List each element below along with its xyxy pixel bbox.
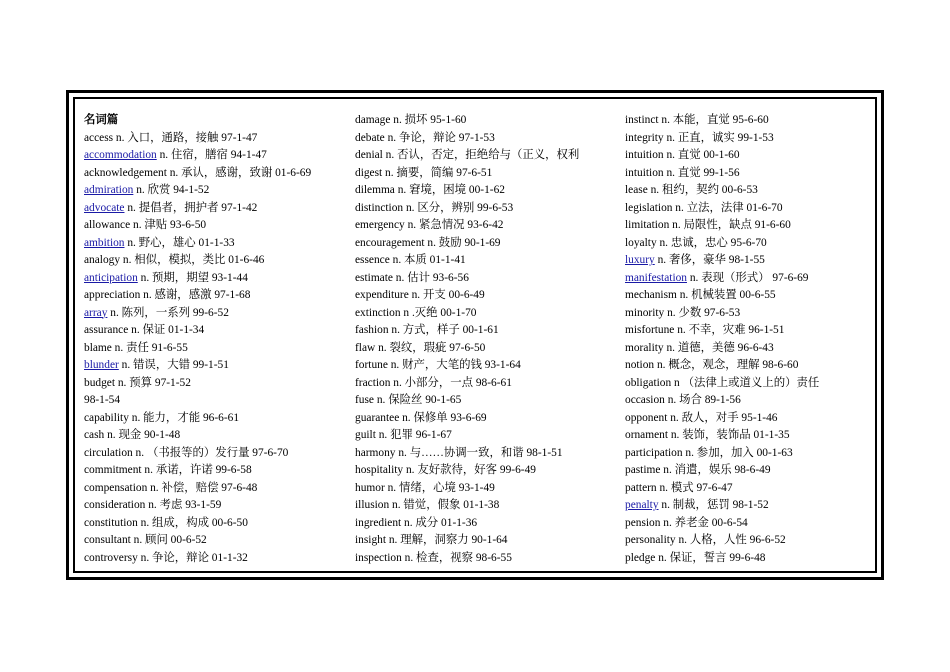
vocab-entry-text: digest n. 摘要，简编 97-6-51 [355, 166, 493, 179]
vocab-entry [355, 305, 617, 323]
vocab-entry [355, 375, 617, 393]
vocab-entry [84, 445, 346, 463]
vocab-entry-text: capability n. 能力，才能 96-6-61 [84, 411, 240, 424]
vocab-entry-text: emergency n. 紧急情况 93-6-42 [355, 219, 504, 231]
vocab-entry-text: allowance n. 津贴 93-6-50 [84, 219, 207, 231]
vocab-entry-text: pledge n. 保证，誓言 99-6-48 [625, 551, 766, 564]
vocab-entry [84, 165, 346, 183]
vocab-entry [625, 322, 887, 340]
vocab-entry [84, 462, 346, 480]
vocab-entry [84, 410, 346, 428]
vocab-entry-text: extinction n .灭绝 00-1-70 [355, 306, 477, 319]
vocab-entry-text: blame n. 责任 91-6-55 [84, 341, 188, 354]
vocab-entry [625, 165, 887, 183]
vocab-word-link[interactable]: array [84, 306, 108, 319]
vocab-entry-text: integrity n. 正直，诚实 99-1-53 [625, 131, 774, 144]
vocab-entry-text: humor n. 情绪，心境 93-1-49 [355, 481, 495, 494]
vocab-entry [355, 217, 617, 235]
vocab-entry-text: estimate n. 估计 93-6-56 [355, 271, 469, 284]
vocab-entry [355, 287, 617, 305]
vocab-entry [84, 340, 346, 358]
vocab-entry [84, 287, 346, 305]
vocab-entry [625, 427, 887, 445]
vocab-entry-text: misfortune n. 不幸，灾难 96-1-51 [625, 324, 785, 336]
vocab-entry-text: n. 欣赏 94-1-52 [133, 184, 210, 196]
vocab-entry [355, 515, 617, 533]
vocab-entry [355, 445, 617, 463]
vocab-entry [84, 515, 346, 533]
vocab-entry-text: dilemma n. 窘境，困境 00-1-62 [355, 184, 505, 196]
section-heading [84, 112, 346, 130]
column-3 [625, 112, 887, 567]
vocab-entry [625, 270, 887, 288]
vocab-entry [625, 217, 887, 235]
vocab-word-link[interactable]: anticipation [84, 271, 138, 284]
vocab-word-link[interactable]: luxury [625, 254, 655, 266]
vocab-entry [625, 375, 887, 393]
vocab-entry-text: insight n. 理解，洞察力 90-1-64 [355, 534, 508, 546]
vocab-entry-text: appreciation n. 感谢，感激 97-1-68 [84, 289, 251, 301]
vocab-entry [84, 200, 346, 218]
vocab-entry [625, 305, 887, 323]
vocab-entry-text: n. 预期，期望 93-1-44 [137, 271, 248, 284]
vocab-entry-text: lease n. 租约，契约 00-6-53 [625, 184, 758, 196]
vocab-entry-text: consultant n. 顾问 00-6-52 [84, 534, 207, 546]
vocab-entry-text: fortune n. 财产，大笔的钱 93-1-64 [355, 359, 521, 371]
vocab-entry [625, 340, 887, 358]
vocab-word-link[interactable]: advocate [84, 201, 125, 214]
vocab-entry [355, 200, 617, 218]
vocab-entry [355, 322, 617, 340]
vocab-entry [625, 357, 887, 375]
vocab-entry-text: harmony n. 与……协调一致，和谐 98-1-51 [355, 446, 563, 459]
vocab-entry [625, 182, 887, 200]
vocab-entry [355, 252, 617, 270]
vocab-entry [625, 252, 887, 270]
vocab-entry [84, 130, 346, 148]
vocab-entry-text: fashion n. 方式，样子 00-1-61 [355, 324, 499, 336]
vocab-entry-text: expenditure n. 开支 00-6-49 [355, 289, 485, 301]
vocab-entry [355, 480, 617, 498]
vocab-entry-text: n. 制裁，惩罚 98-1-52 [658, 499, 769, 511]
vocab-entry [355, 270, 617, 288]
vocab-entry [84, 427, 346, 445]
vocab-word-link[interactable]: admiration [84, 184, 134, 196]
vocab-entry [355, 427, 617, 445]
vocab-entry-text: mechanism n. 机械装置 00-6-55 [625, 289, 776, 301]
vocab-entry-text: n. 陈列，一系列 99-6-52 [107, 306, 229, 319]
vocab-entry [625, 462, 887, 480]
vocab-entry-text: limitation n. 局限性，缺点 91-6-60 [625, 219, 791, 231]
vocab-entry-text: commitment n. 承诺，许诺 99-6-58 [84, 464, 252, 476]
vocab-entry-text: pastime n. 消遣，娱乐 98-6-49 [625, 464, 771, 476]
vocab-entry [355, 112, 617, 130]
vocab-entry [355, 235, 617, 253]
vocab-entry [355, 357, 617, 375]
vocab-entry [84, 532, 346, 550]
vocab-entry [625, 550, 887, 568]
vocab-entry-text: 名词篇 [84, 114, 119, 126]
vocab-entry [625, 200, 887, 218]
vocab-entry [625, 445, 887, 463]
vocab-entry [625, 480, 887, 498]
page-border-inner [73, 97, 877, 573]
vocab-entry-text: n. 表现（形式） 97-6-69 [687, 271, 809, 284]
vocab-entry [625, 392, 887, 410]
vocab-entry-text: minority n. 少数 97-6-53 [625, 306, 741, 319]
vocab-entry [355, 147, 617, 165]
vocab-entry [625, 147, 887, 165]
vocab-entry-text: pattern n. 模式 97-6-47 [625, 481, 733, 494]
vocab-word-link[interactable]: manifestation [625, 271, 687, 284]
vocab-entry-text: n. 错误，大错 99-1-51 [118, 359, 229, 371]
vocab-word-link[interactable]: accommodation [84, 149, 157, 161]
vocab-entry-text: intuition n. 直觉 00-1-60 [625, 149, 740, 161]
vocab-entry-text: distinction n. 区分，辨别 99-6-53 [355, 201, 514, 214]
vocab-entry [84, 270, 346, 288]
vocab-entry-text: denial n. 否认，否定，拒绝给与（正义，权利 [355, 149, 580, 161]
vocab-entry [355, 182, 617, 200]
vocab-entry-text: personality n. 人格，人性 96-6-52 [625, 534, 786, 546]
vocab-entry-text: compensation n. 补偿，赔偿 97-6-48 [84, 481, 258, 494]
vocab-entry [84, 235, 346, 253]
vocab-entry [625, 235, 887, 253]
vocab-entry [84, 252, 346, 270]
vocab-entry-text: n. 奢侈，豪华 98-1-55 [654, 254, 765, 266]
vocab-entry [355, 130, 617, 148]
vocab-entry [355, 392, 617, 410]
vocab-entry-text: instinct n. 本能，直觉 95-6-60 [625, 114, 769, 126]
column-1 [84, 112, 346, 567]
vocab-entry [84, 322, 346, 340]
vocab-entry-text: guilt n. 犯罪 96-1-67 [355, 429, 452, 441]
vocab-entry [625, 515, 887, 533]
vocab-entry-text: participation n. 参加，加入 00-1-63 [625, 446, 793, 459]
vocab-entry-text: ornament n. 装饰，装饰品 01-1-35 [625, 429, 790, 441]
vocab-entry-text: acknowledgement n. 承认，感谢，致谢 01-6-69 [84, 166, 312, 179]
vocab-entry-text: pension n. 养老金 00-6-54 [625, 516, 748, 529]
vocab-entry-text: fuse n. 保险丝 90-1-65 [355, 394, 462, 406]
vocab-entry-text: morality n. 道德，美德 96-6-43 [625, 341, 774, 354]
vocab-word-link[interactable]: ambition [84, 236, 125, 249]
column-2 [355, 112, 617, 567]
vocab-entry [355, 462, 617, 480]
vocab-entry-text: constitution n. 组成，构成 00-6-50 [84, 516, 248, 529]
vocab-entry-text: hospitality n. 友好款待，好客 99-6-49 [355, 464, 536, 476]
vocab-entry [625, 130, 887, 148]
vocab-entry-text: n. 住宿，膳宿 94-1-47 [156, 149, 267, 161]
vocab-entry [355, 550, 617, 568]
vocab-entry-text: budget n. 预算 97-1-52 [84, 376, 191, 389]
vocab-entry [355, 165, 617, 183]
vocab-entry-text: controversy n. 争论，辩论 01-1-32 [84, 551, 248, 564]
vocab-word-link[interactable]: blunder [84, 359, 119, 371]
vocab-entry [625, 497, 887, 515]
vocab-entry-text: intuition n. 直觉 99-1-56 [625, 166, 740, 179]
vocab-entry-text: occasion n. 场合 89-1-56 [625, 394, 741, 406]
vocab-entry-text: flaw n. 裂纹，瑕疵 97-6-50 [355, 341, 486, 354]
vocab-entry [84, 375, 346, 393]
vocab-entry-text: obligation n （法律上或道义上的）责任 [625, 376, 820, 389]
vocab-entry-text: guarantee n. 保修单 93-6-69 [355, 411, 487, 424]
vocab-entry-text: 98-1-54 [84, 394, 121, 406]
vocab-entry-text: damage n. 损坏 95-1-60 [355, 114, 467, 126]
vocab-entry [84, 392, 346, 410]
vocab-entry-text: opponent n. 敌人，对手 95-1-46 [625, 411, 778, 424]
vocab-entry-text: notion n. 概念，观念，理解 98-6-60 [625, 359, 799, 371]
vocab-entry-text: n. 野心，雄心 01-1-33 [124, 236, 235, 249]
vocab-entry-text: assurance n. 保证 01-1-34 [84, 324, 205, 336]
vocab-entry [355, 340, 617, 358]
vocab-entry-text: illusion n. 错觉，假象 01-1-38 [355, 499, 500, 511]
vocab-entry-text: cash n. 现金 90-1-48 [84, 429, 181, 441]
vocab-entry [84, 305, 346, 323]
vocab-entry [625, 410, 887, 428]
vocab-entry [625, 112, 887, 130]
vocab-entry [84, 147, 346, 165]
vocab-entry [625, 532, 887, 550]
vocab-entry [84, 497, 346, 515]
vocab-entry [84, 480, 346, 498]
vocab-entry-text: inspection n. 检查，视察 98-6-55 [355, 551, 512, 564]
vocab-entry-text: encouragement n. 鼓励 90-1-69 [355, 236, 501, 249]
vocab-entry-text: essence n. 本质 01-1-41 [355, 254, 466, 266]
vocab-entry [84, 217, 346, 235]
vocab-entry-text: debate n. 争论，辩论 97-1-53 [355, 131, 495, 144]
vocab-entry [355, 410, 617, 428]
vocab-entry-text: loyalty n. 忠诚，忠心 95-6-70 [625, 236, 767, 249]
vocab-entry-text: n. 提倡者，拥护者 97-1-42 [124, 201, 258, 214]
vocab-entry [84, 550, 346, 568]
vocab-entry [625, 287, 887, 305]
vocab-entry [84, 182, 346, 200]
vocab-entry [84, 357, 346, 375]
vocab-entry [355, 497, 617, 515]
page-border-outer [66, 90, 884, 580]
vocab-entry [355, 532, 617, 550]
vocab-entry-text: consideration n. 考虑 93-1-59 [84, 499, 222, 511]
vocab-entry-text: analogy n. 相似，模拟，类比 01-6-46 [84, 254, 265, 266]
vocab-entry-text: legislation n. 立法，法律 01-6-70 [625, 201, 783, 214]
vocab-entry-text: fraction n. 小部分，一点 98-6-61 [355, 376, 512, 389]
vocab-entry-text: ingredient n. 成分 01-1-36 [355, 516, 478, 529]
vocab-entry-text: circulation n. （书报等的）发行量 97-6-70 [84, 446, 289, 459]
vocab-entry-text: access n. 入口，通路，接触 97-1-47 [84, 131, 258, 144]
vocab-word-link[interactable]: penalty [625, 499, 659, 511]
